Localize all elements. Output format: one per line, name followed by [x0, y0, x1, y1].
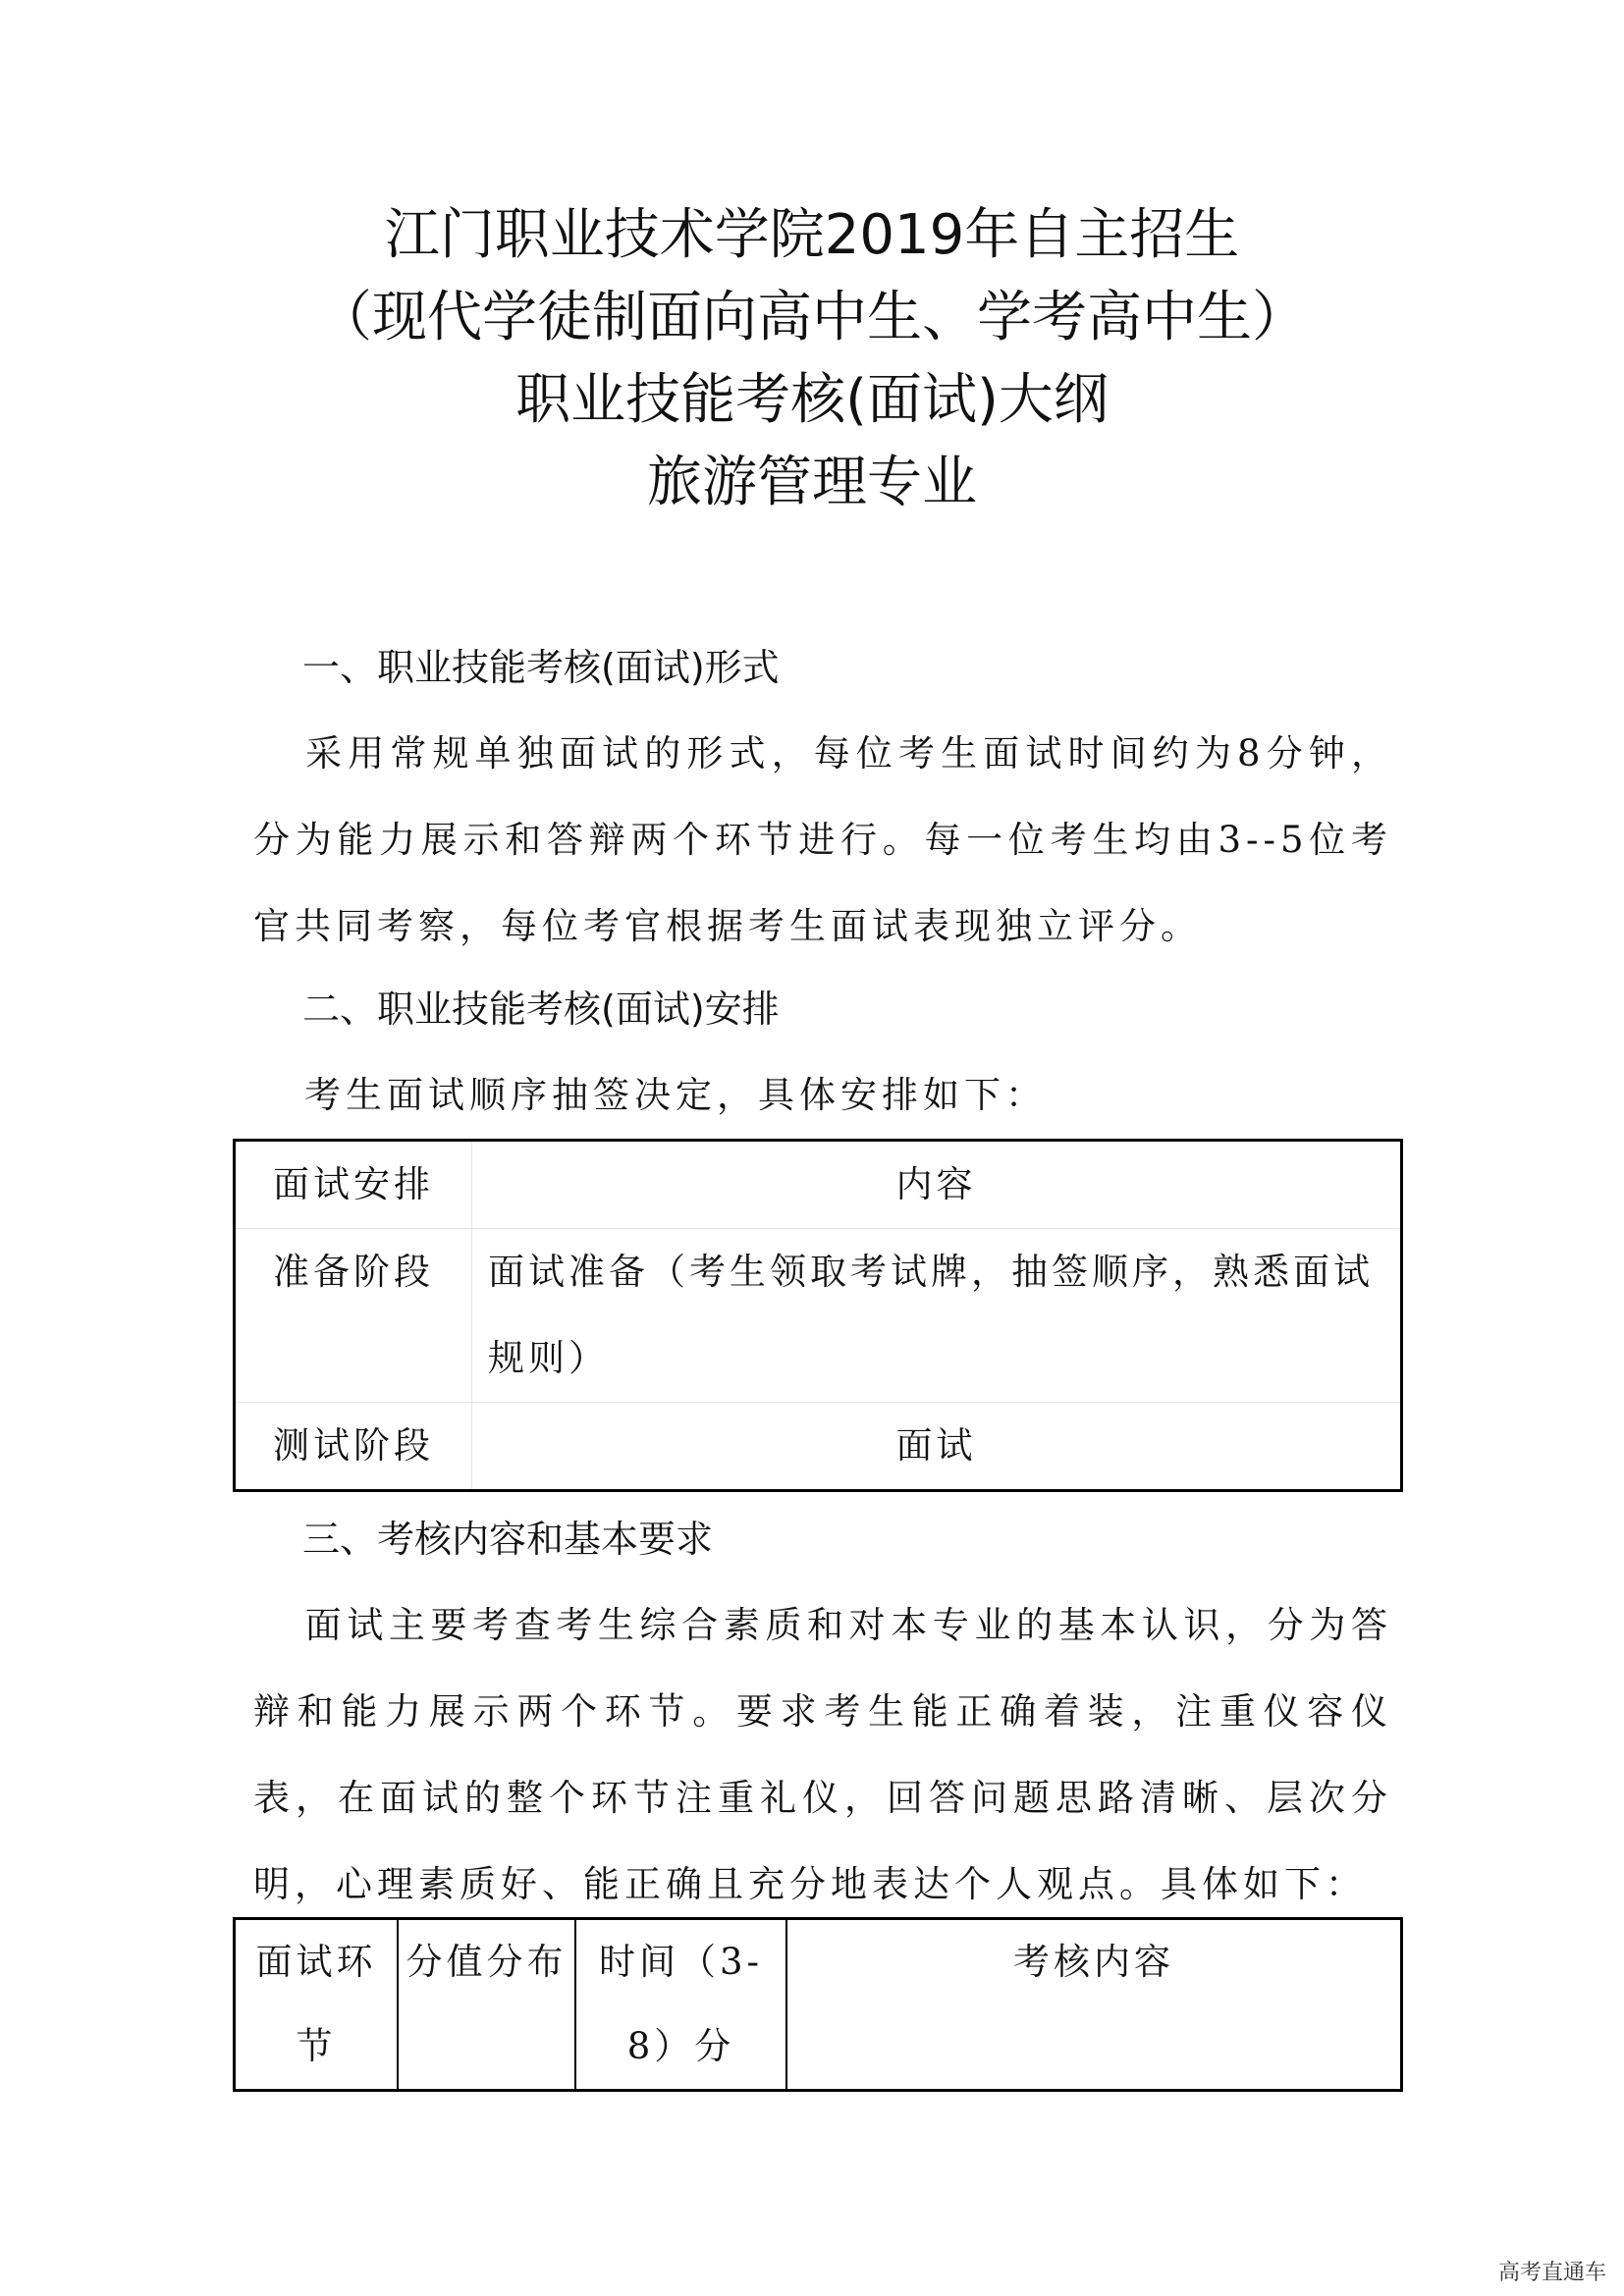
- section-2-intro: [253, 1052, 1392, 1139]
- header-assessment-content: 考核内容: [1013, 1941, 1174, 1983]
- assessment-content-table: [233, 1917, 1403, 2092]
- table-row: [235, 1403, 1402, 1491]
- section-3-heading: 三、考核内容和基本要求: [302, 1518, 714, 1561]
- section-3-text: 面试主要考查考生综合素质和对本专业的基本认识，分为答辩和能力展示两个环节。要求考生能正确着装，注重仪容仪表，在面试的整个环节注重礼仪，回答问题思路清晰、层次分明，心理素质好、能正确且充分地表达个人观点。具体如下：: [253, 1604, 1392, 1905]
- title-line-2: （现代学徒制面向高中生、学考高中生）: [317, 286, 1307, 349]
- title-line-3: 职业技能考核(面试)大纲: [515, 368, 1109, 432]
- section-3-paragraph: [253, 1582, 1392, 1928]
- section-2-heading: 二、职业技能考核(面试)安排: [302, 988, 780, 1031]
- section-1-text: 采用常规单独面试的形式，每位考生面试时间约为8分钟，分为能力展示和答辩两个环节进行。每一位考生均由3--5位考官共同考察，每位考官根据考生面试表现独立评分。: [253, 732, 1392, 947]
- table-header-row: [235, 1141, 1402, 1229]
- table-header-row: [235, 1919, 1402, 2091]
- row-content: 面试: [472, 1403, 1402, 1491]
- watermark: 高考直通车: [1497, 2261, 1606, 2285]
- header-score-distribution: 分值分布: [398, 1919, 575, 2091]
- title-line-4: 旅游管理专业: [647, 451, 977, 514]
- table-row: [235, 1229, 1402, 1403]
- row-stage: 准备阶段: [235, 1229, 472, 1403]
- header-arrangement: 面试安排: [235, 1141, 472, 1229]
- row-stage: 测试阶段: [235, 1403, 472, 1491]
- section-1-paragraph: [253, 711, 1392, 970]
- section-1-heading: 一、职业技能考核(面试)形式: [302, 646, 780, 689]
- header-interview-stage: 面试环节: [235, 1919, 399, 2091]
- header-time: 时间（3-8）分: [575, 1919, 786, 2091]
- row-content: 面试准备（考生领取考试牌，抽签顺序，熟悉面试规则）: [472, 1229, 1402, 1403]
- section-2-intro-text: 考生面试顺序抽签决定，具体安排如下：: [304, 1074, 1047, 1116]
- header-content: 内容: [472, 1141, 1402, 1229]
- title-line-1: 江门职业技术学院2019年自主招生: [384, 203, 1240, 267]
- interview-arrangement-table: [233, 1139, 1403, 1492]
- document-title: [0, 194, 1624, 524]
